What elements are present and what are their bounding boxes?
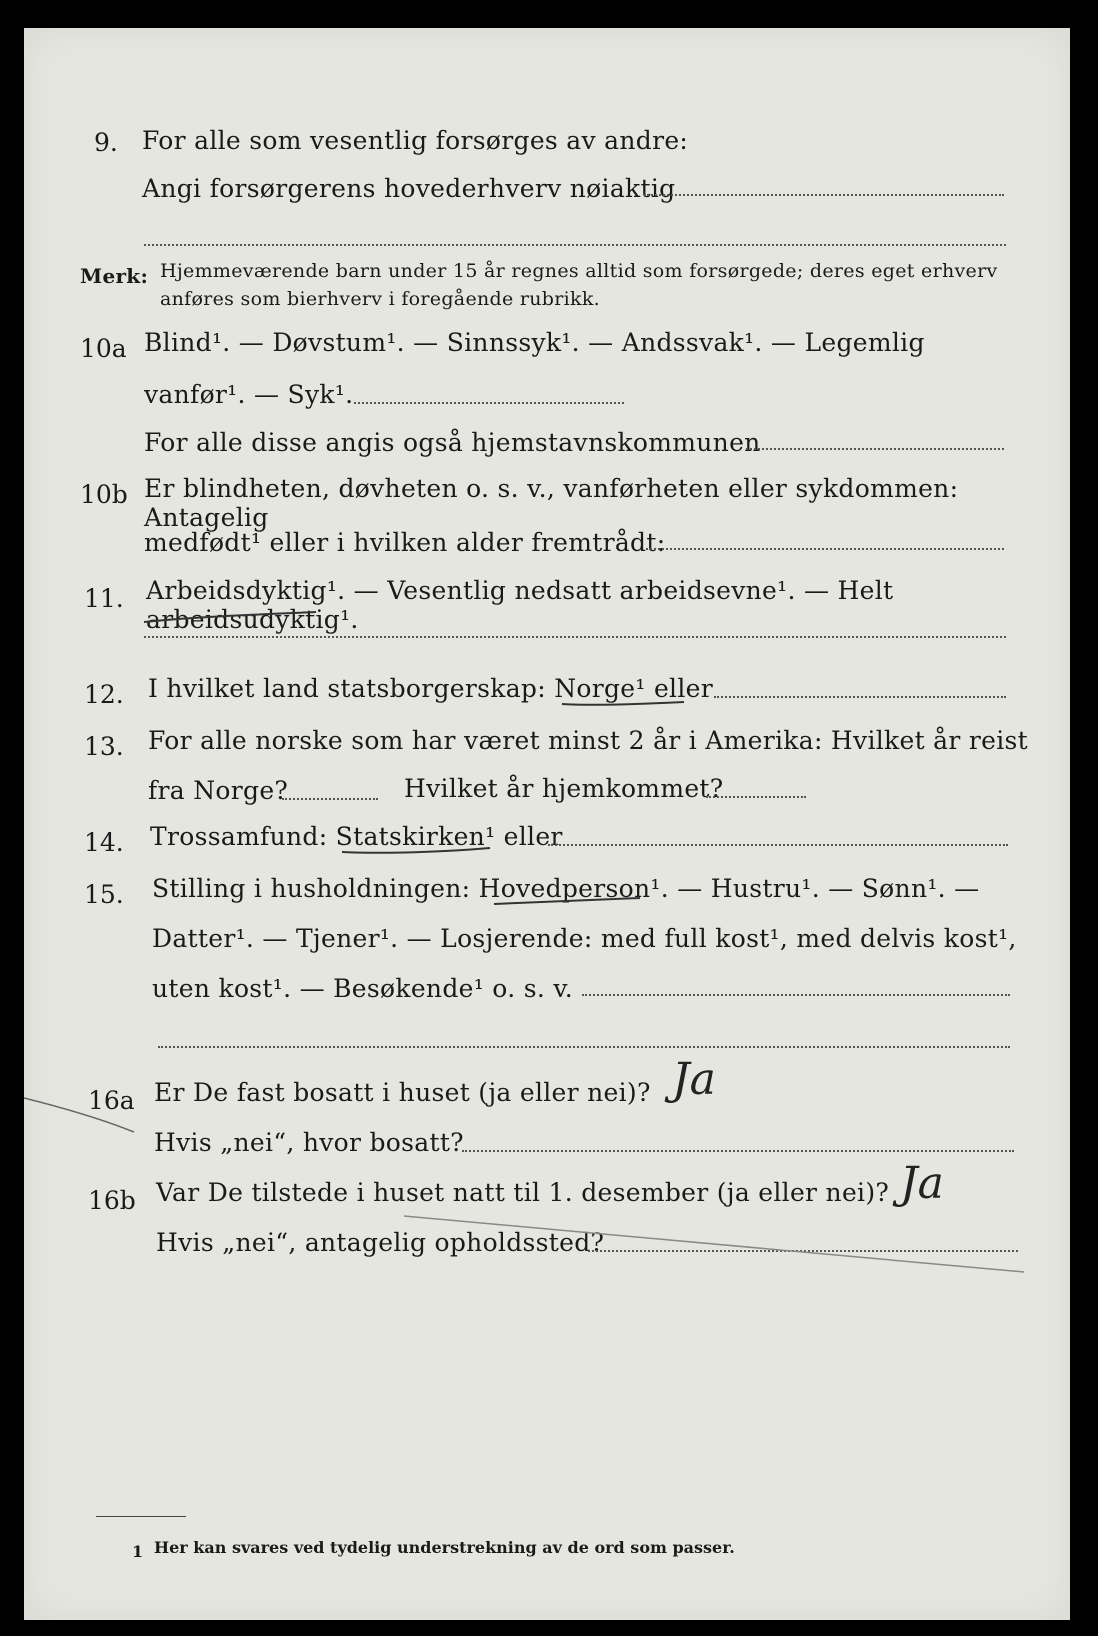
q16b-handwritten-answer: Ja [900,1158,944,1209]
q15-line2: Datter¹. — Tjener¹. — Losjerende: med full kost¹, med delvis kost¹, [152,924,1017,953]
q9-line1: For alle som vesentlig forsørges av andre: [142,126,689,155]
footnote-text: Her kan svares ved tydelig understrekning av de ord som passer. [154,1538,735,1557]
q13-line2a: fra Norge? [148,776,289,805]
q9-number: 9. [94,128,118,157]
handwritten-underlines [24,28,1070,1620]
merk-line2: anføres som bierhverv i foregående rubrikk. [160,288,600,310]
q16b-number: 16b [88,1186,136,1215]
q11-line1: Arbeidsdyktig¹. — Vesentlig nedsatt arbeidsevne¹. — Helt arbeidsudyktig¹. [146,576,894,634]
underline-norge [562,702,684,705]
q10b-line1: Er blindheten, døvheten o. s. v., vanførheten eller sykdommen: Antagelig [144,474,959,532]
q13-number: 13. [84,732,124,761]
q10a-line1: Blind¹. — Døvstum¹. — Sinnssyk¹. — Andssvak¹. — Legemlig [144,328,925,357]
q16b-line1: Var De tilstede i huset natt til 1. desember (ja eller nei)? [156,1178,890,1207]
census-form-page [24,28,1070,1620]
fold-line-lower [404,1216,1024,1272]
q15-line3: uten kost¹. — Besøkende¹ o. s. v. [152,974,574,1003]
q15-line1: Stilling i husholdningen: Hovedperson¹. — Hustru¹. — Sønn¹. — [152,874,980,903]
merk-label: Merk: [80,264,149,288]
q12-line1: I hvilket land statsborgerskap: Norge¹ eller [148,674,713,703]
underline-statskirken [342,848,490,853]
q13-line2b: Hvilket år hjemkommet? [404,774,724,803]
q16a-line1: Er De fast bosatt i huset (ja eller nei)? [154,1078,651,1107]
q14-number: 14. [84,828,124,857]
q11-number: 11. [84,584,124,613]
underline-arbeidsdyktig [144,612,316,622]
q14-line1: Trossamfund: Statskirken¹ eller [150,822,563,851]
q10b-line2: medfødt¹ eller i hvilken alder fremtrådt: [144,528,666,557]
q10a-line3: For alle disse angis også hjemstavnskommunen [144,428,761,457]
q10b-number: 10b [80,480,128,509]
q15-number: 15. [84,880,124,909]
q16a-number: 16a [88,1086,135,1115]
q10a-number: 10a [80,334,127,363]
q13-line1: For alle norske som har været minst 2 år i Amerika: Hvilket år reist [148,726,1029,755]
q16b-line2: Hvis „nei“, antagelig opholdssted? [156,1228,605,1257]
merk-line1: Hjemmeværende barn under 15 år regnes alltid som forsørgede; deres eget erhverv [160,260,998,282]
q10a-line2: vanfør¹. — Syk¹. [144,380,354,409]
q16a-line2: Hvis „nei“, hvor bosatt? [154,1128,464,1157]
q9-line2: Angi forsørgerens hovederhverv nøiaktig [142,174,676,203]
footnote-marker: 1 [132,1542,144,1561]
q16a-handwritten-answer: Ja [672,1054,716,1105]
q12-number: 12. [84,680,124,709]
fold-line [24,1098,134,1132]
underline-hovedperson [494,898,640,904]
